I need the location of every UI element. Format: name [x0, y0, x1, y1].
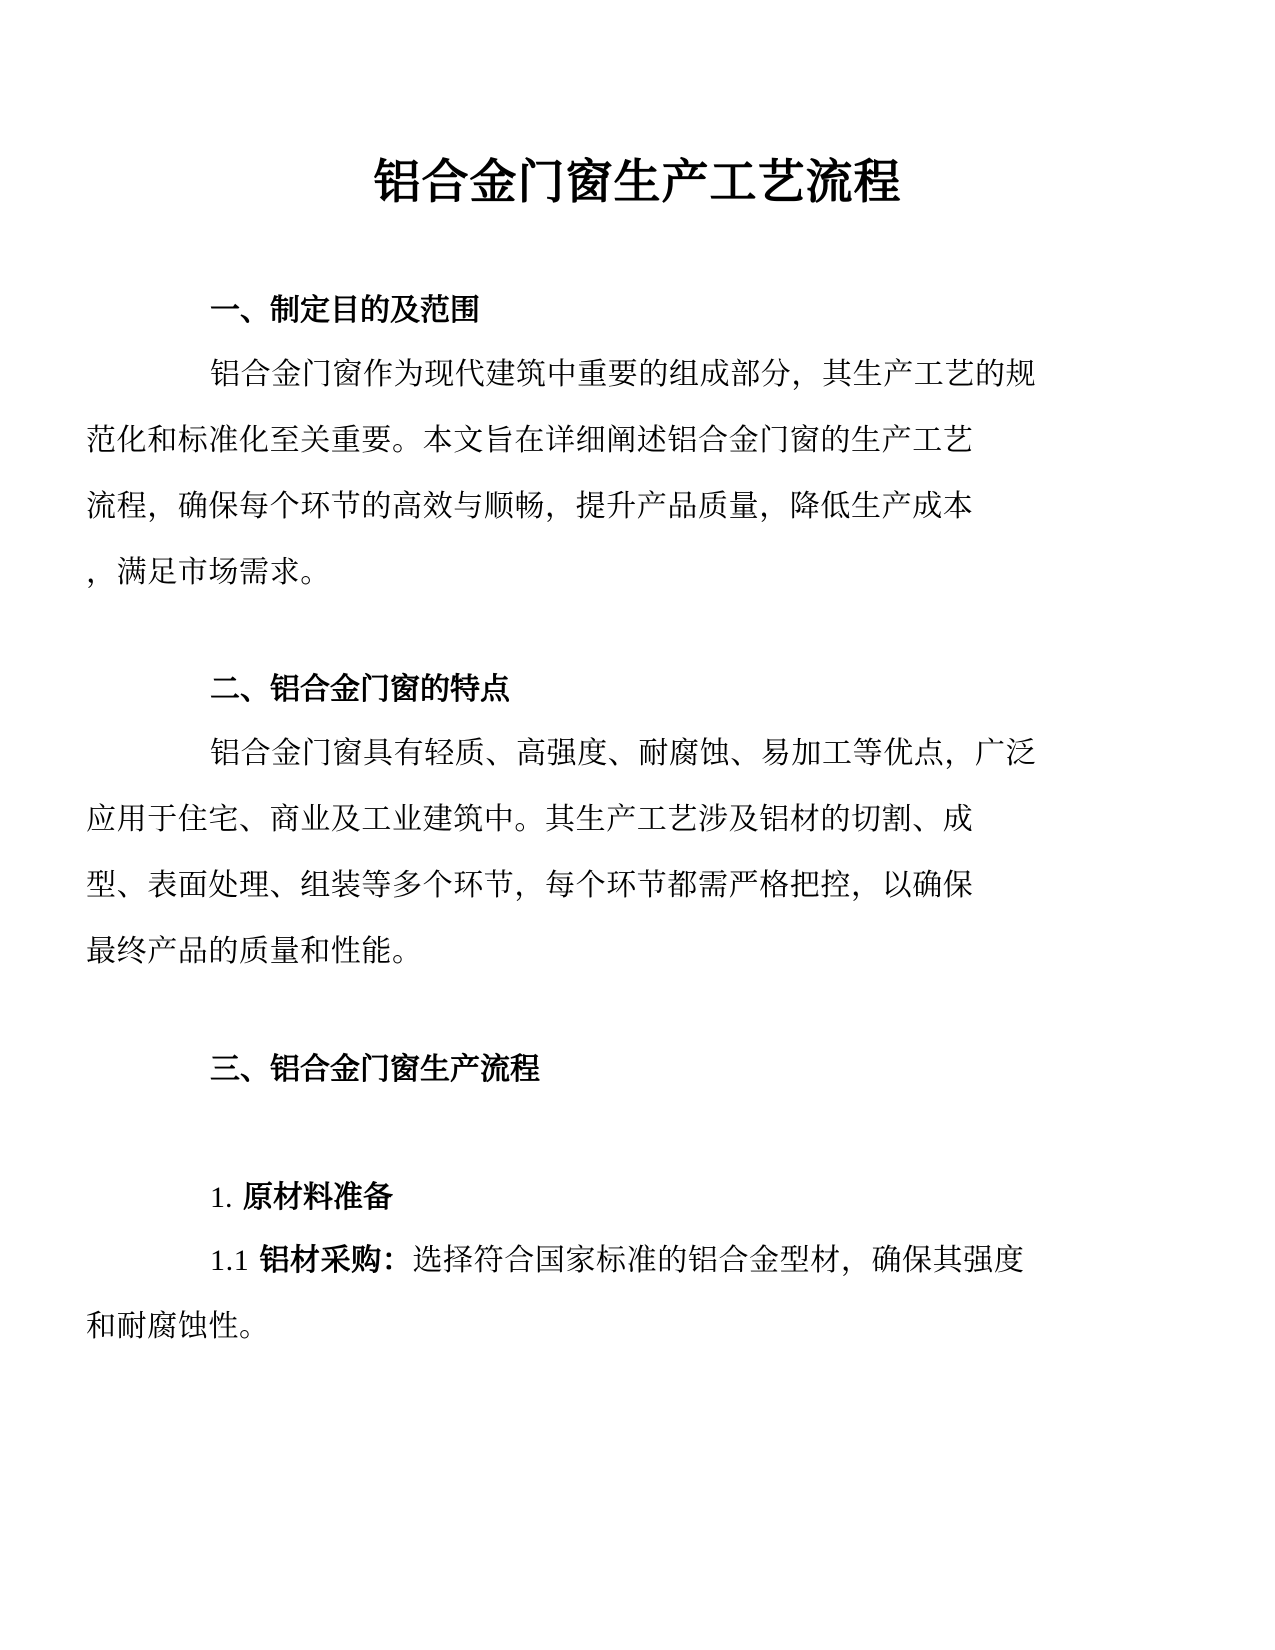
section-paragraph-2 [86, 721, 1088, 985]
subsection-number: 1. [210, 1181, 233, 1214]
paragraph-line: ，满足市场需求。 [86, 555, 331, 590]
item-text: 选择符合国家标准的铝合金型材，确保其强度 [412, 1243, 1025, 1278]
paragraph-line: 型、表面处理、组装等多个环节，每个环节都需严格把控，以确保 [86, 868, 974, 903]
paragraph-line: 流程，确保每个环节的高效与顺畅，提升产品质量，降低生产成本 [86, 489, 974, 524]
section-heading-2: 二、铝合金门窗的特点 [210, 672, 510, 707]
item-number: 1.1 [210, 1244, 250, 1277]
paragraph-line: 范化和标准化至关重要。本文旨在详细阐述铝合金门窗的生产工艺 [86, 423, 974, 458]
subsection-heading [210, 1178, 393, 1218]
paragraph-line: 应用于住宅、商业及工业建筑中。其生产工艺涉及铝材的切割、成 [86, 802, 974, 837]
paragraph-line: 铝合金门窗作为现代建筑中重要的组成部分，其生产工艺的规 [210, 357, 1037, 392]
paragraph-line: 铝合金门窗具有轻质、高强度、耐腐蚀、易加工等优点，广泛 [210, 736, 1037, 771]
paragraph-line: 和耐腐蚀性。 [86, 1309, 270, 1344]
section-paragraph-1 [86, 342, 1088, 606]
section-heading-3: 三、铝合金门窗生产流程 [210, 1052, 540, 1087]
subsection-item-paragraph [86, 1228, 1088, 1360]
paragraph-line [148, 1228, 1088, 1294]
paragraph-line: 最终产品的质量和性能。 [86, 934, 423, 969]
item-term: 铝材采购： [259, 1243, 413, 1278]
section-heading-1: 一、制定目的及范围 [210, 293, 480, 328]
document-title: 铝合金门窗生产工艺流程 [373, 155, 902, 210]
subsection-title: 原材料准备 [242, 1180, 393, 1215]
